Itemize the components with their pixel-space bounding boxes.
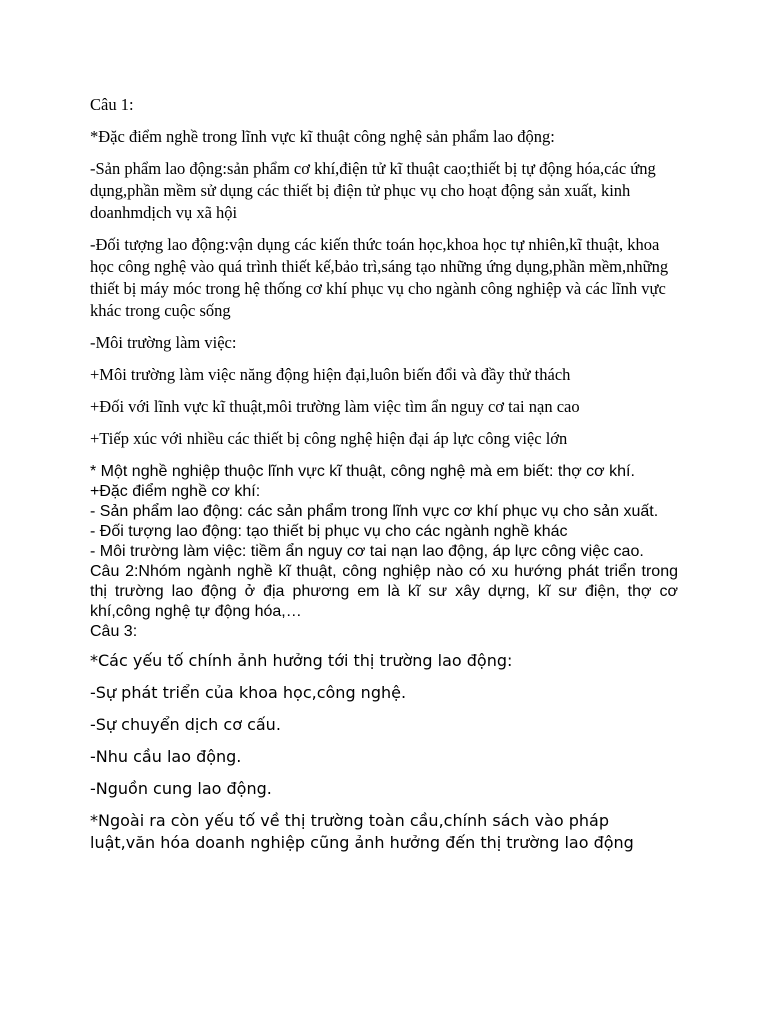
work-environment-heading: -Môi trường làm việc: <box>90 333 237 352</box>
work-environment-item-1: +Môi trường làm việc năng động hiện đại,luôn biến đổi và đầy thử thách <box>90 365 571 384</box>
mechanic-product: - Sản phẩm lao động: các sản phẩm trong lĩnh vực cơ khí phục vụ cho sản xuất. <box>90 503 659 520</box>
question-2-answer: Câu 2:Nhóm ngành nghề kĩ thuật, công nghiệp nào có xu hướng phát triển trong thị trường lao động ở địa phương em là kĩ sư xây dựng, kĩ sư điện, thợ cơ khí,công nghệ tự động hóa,… <box>90 563 678 620</box>
section-mechanic-example <box>90 462 678 642</box>
section-question-3 <box>90 650 678 854</box>
other-factors-paragraph: *Ngoài ra còn yếu tố về thị trường toàn cầu,chính sách vào pháp luật,văn hóa doanh nghiệp cũng ảnh hưởng đến thị trường lao động <box>90 811 634 852</box>
section-question-1 <box>90 94 678 450</box>
factor-science-technology: -Sự phát triển của khoa học,công nghệ. <box>90 683 407 702</box>
mechanic-object: - Đối tượng lao động: tạo thiết bị phục vụ cho các ngành nghề khác <box>90 523 568 540</box>
question-3-heading: Câu 3: <box>90 623 138 640</box>
document-page <box>90 94 678 864</box>
factor-labor-supply: -Nguồn cung lao động. <box>90 779 272 798</box>
work-environment-item-2: +Đối với lĩnh vực kĩ thuật,môi trường làm việc tìm ẩn nguy cơ tai nạn cao <box>90 397 580 416</box>
mechanic-environment: - Môi trường làm việc: tiềm ẩn nguy cơ tai nạn lao động, áp lực công việc cao. <box>90 543 644 560</box>
labor-market-factors-title: *Các yếu tố chính ảnh hưởng tới thị trường lao động: <box>90 651 513 670</box>
factor-structural-shift: -Sự chuyển dịch cơ cấu. <box>90 715 281 734</box>
mechanic-intro: * Một nghề nghiệp thuộc lĩnh vực kĩ thuật, công nghệ mà em biết: thợ cơ khí. <box>90 463 635 480</box>
factor-labor-demand: -Nhu cầu lao động. <box>90 747 242 766</box>
mechanic-characteristics-title: +Đặc điểm nghề cơ khí: <box>90 483 261 500</box>
question-1-heading: Câu 1: <box>90 95 134 114</box>
work-environment-item-3: +Tiếp xúc với nhiều các thiết bị công nghệ hiện đại áp lực công việc lớn <box>90 429 568 448</box>
career-characteristics-title: *Đặc điểm nghề trong lĩnh vực kĩ thuật công nghệ sản phẩm lao động: <box>90 127 555 146</box>
labor-product-paragraph: -Sản phẩm lao động:sản phẩm cơ khí,điện tử kĩ thuật cao;thiết bị tự động hóa,các ứng dụng,phần mềm sử dụng các thiết bị điện tử phục vụ cho hoạt động sản xuất, kinh doanhmdịch vụ xã hội <box>90 159 656 222</box>
labor-object-paragraph: -Đối tượng lao động:vận dụng các kiến thức toán học,khoa học tự nhiên,kĩ thuật, khoa học công nghệ vào quá trình thiết kế,bảo trì,sáng tạo những ứng dụng,phần mềm,những thiết bị máy móc trong hệ thống cơ khí phục vụ cho ngành công nghiệp và các lĩnh vực khác trong cuộc sống <box>90 235 669 320</box>
